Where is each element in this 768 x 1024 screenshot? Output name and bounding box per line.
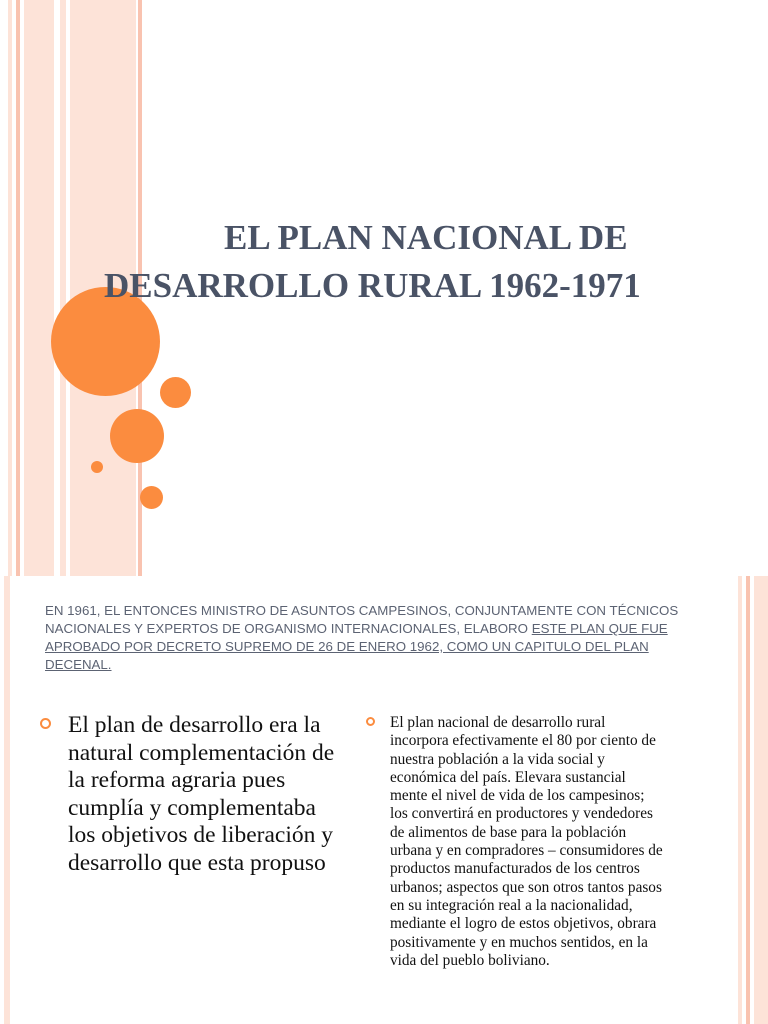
title-line-1: EL PLAN NACIONAL DE (224, 218, 628, 257)
decor-stripe (8, 0, 12, 576)
list-item (366, 714, 666, 970)
decor-stripe (60, 0, 66, 576)
list-item (40, 712, 340, 877)
right-bullet-text: El plan nacional de desarrollo rural incorpora efectivamente el 80 por ciento de nuestra población a la vida social y económica del país. Elevara sustancial mente el nivel de vida de los campesinos; los convertirá en productores y vendedores de alimentos de base para la población urbana y en compradores – consumidores de productos manufacturados de los centros urbanos; aspectos que son otros tantos pasos en su integración real a la nacionalidad, mediante el logro de estos objetivos, obrara positivamente y en muchos sentidos, en la vida del pueblo boliviano. (390, 714, 663, 969)
decor-stripe (24, 0, 54, 576)
left-bullet-text: El plan de desarrollo era la natural complementación de la reforma agraria pues cumplía y complementaba los objetivos de liberación y desarrollo que esta propuso (68, 712, 335, 876)
intro-paragraph (45, 602, 685, 674)
right-bullet-list (366, 714, 666, 970)
decor-stripe (754, 576, 768, 1024)
decor-stripe (4, 576, 10, 1024)
slide-content (0, 576, 768, 1024)
left-bullet-list (40, 712, 340, 877)
decor-circle (110, 409, 164, 463)
slide-title-text (104, 214, 744, 310)
decor-stripe (746, 576, 750, 1024)
intro-text-underlined: ESTE PLAN QUE FUE APROBADO POR DECRETO SUPREMO DE 26 DE ENERO 1962, COMO UN CAPITULO DEL PLAN DECENAL. (45, 621, 668, 672)
decor-stripe (16, 0, 20, 576)
decor-circle (140, 486, 163, 509)
circle-bullet-icon (366, 717, 375, 726)
circle-bullet-icon (40, 718, 51, 729)
decor-stripe (738, 576, 742, 1024)
decor-circle (91, 461, 103, 473)
intro-text-part1: EN 1961, EL ENTONCES MINISTRO DE ASUNTOS CAMPESINOS, CONJUNTAMENTE CON TÉCNICOS NACIONALES Y EXPERTOS DE ORGANISMO INTERNACIONALES, ELABORO (45, 603, 679, 636)
title-line-2: DESARROLLO RURAL 1962-1971 (104, 266, 641, 305)
decor-circle (160, 377, 191, 408)
